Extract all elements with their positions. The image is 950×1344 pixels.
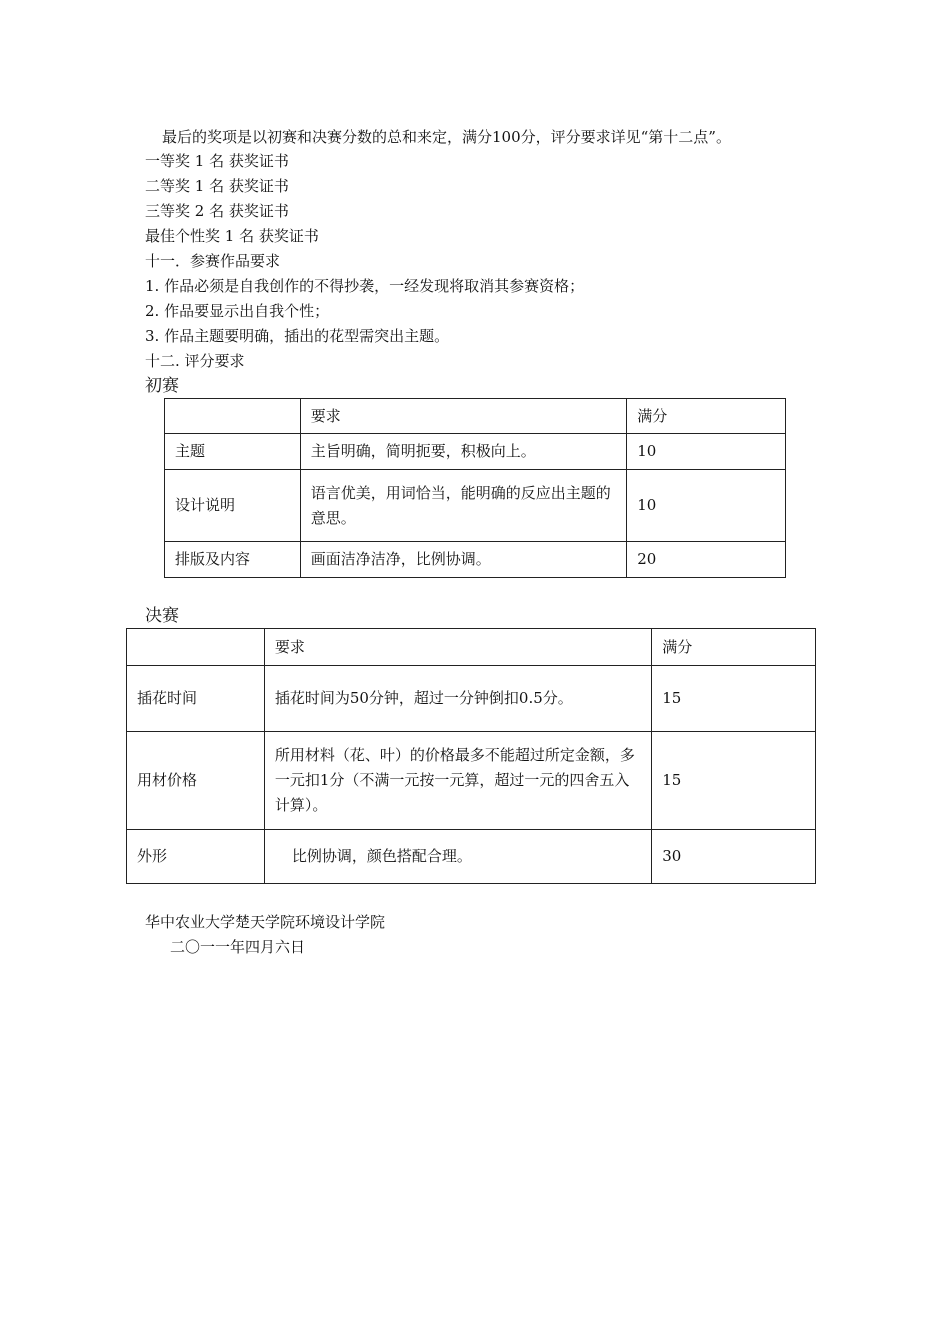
requirement-cell: 主旨明确，简明扼要，积极向上。 [300,434,626,470]
table-row [165,470,786,542]
score-cell: 30 [652,830,816,884]
requirement-cell: 所用材料（花、叶）的价格最多不能超过所定金额，多一元扣1分（不满一元按一元算，超过一元的四舍五入计算）。 [264,732,651,830]
prelim-title: 初赛 [145,376,179,396]
table-row [127,830,816,884]
score-cell: 15 [652,732,816,830]
table-header-row [165,399,786,434]
requirement-2: 2. 作品要显示出自我个性； [145,302,330,320]
table-row [165,542,786,578]
signature-org: 华中农业大学楚天学院环境设计学院 [145,913,386,931]
score-cell: 20 [627,542,786,578]
score-cell: 10 [627,434,786,470]
requirement-cell: 画面洁净洁净，比例协调。 [300,542,626,578]
requirement-1: 1. 作品必须是自我创作的不得抄袭，一经发现将取消其参赛资格； [145,277,585,295]
award-first: 一等奖 1 名 获奖证书 [145,152,289,170]
item-cell: 外形 [127,830,265,884]
score-cell: 10 [627,470,786,542]
award-second: 二等奖 1 名 获奖证书 [145,177,289,195]
table-row [127,732,816,830]
item-cell: 排版及内容 [165,542,301,578]
requirement-cell: 插花时间为50分钟，超过一分钟倒扣0.5分。 [264,666,651,732]
item-cell: 插花时间 [127,666,265,732]
item-cell: 设计说明 [165,470,301,542]
table-row [165,434,786,470]
table-header-row [127,629,816,666]
item-cell: 用材价格 [127,732,265,830]
header-cell: 要求 [300,399,626,434]
header-cell [165,399,301,434]
header-cell: 满分 [652,629,816,666]
award-third: 三等奖 2 名 获奖证书 [145,202,289,220]
score-cell: 15 [652,666,816,732]
table-row [127,666,816,732]
item-cell: 主题 [165,434,301,470]
prelim-table [164,398,786,578]
requirement-cell: 比例协调，颜色搭配合理。 [264,830,651,884]
signature-date: 二〇一一年四月六日 [170,938,306,956]
section-11-title: 十一．参赛作品要求 [145,252,281,270]
requirement-3: 3. 作品主题要明确，插出的花型需突出主题。 [145,327,450,345]
award-personality: 最佳个性奖 1 名 获奖证书 [145,227,319,245]
header-cell: 满分 [627,399,786,434]
final-title: 决赛 [145,606,179,626]
requirement-cell: 语言优美，用词恰当，能明确的反应出主题的意思。 [300,470,626,542]
header-cell [127,629,265,666]
header-cell: 要求 [264,629,651,666]
final-table [126,628,816,884]
intro-paragraph: 最后的奖项是以初赛和决赛分数的总和来定，满分100分，评分要求详见“第十二点”。 [162,128,731,146]
section-12-title: 十二. 评分要求 [145,352,245,370]
